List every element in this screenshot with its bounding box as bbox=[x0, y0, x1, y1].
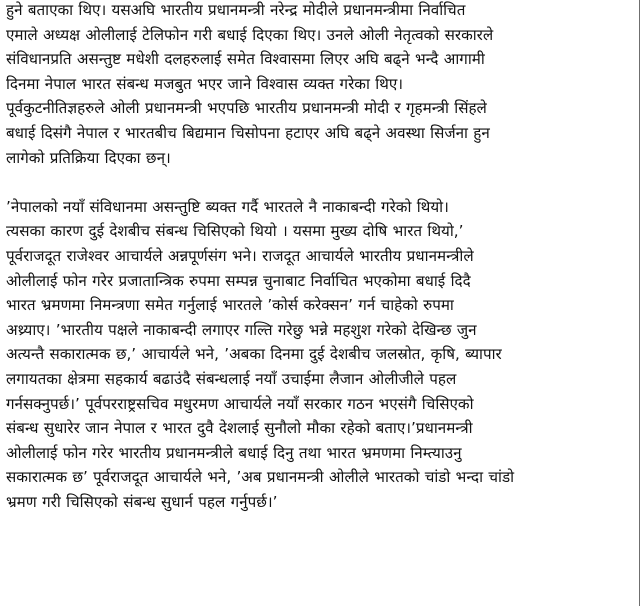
article-line: ओलीलाई फोन गरेर प्रजातान्त्रिक रुपमा सम्पन्न चुनाबाट निर्वाचित भएकोमा बधाई दिदै bbox=[6, 271, 471, 290]
article-line: दिनमा नेपाल भारत संबन्ध मजबुत भएर जाने विश्वास व्यक्त गरेका थिए। bbox=[6, 74, 403, 93]
article-line: अत्यन्तै सकारात्मक छ,’ आचार्यले भने, ’अबका दिनमा दुई देशबीच जलस्रोत, कृषि, ब्यापार bbox=[6, 345, 502, 364]
article-line: पूर्वराजदूत राजेश्वर आचार्यले अन्नपूर्णसंग भने। राजदूत आचार्यले भारतीय प्रधानमन्त्रीले bbox=[6, 246, 474, 265]
paragraph-gap bbox=[6, 170, 631, 195]
article-line: लगायतका क्षेत्रमा सहकार्य बढाउंदै संबन्धलाई नयाँ उचाईमा लैजान ओलीजीले पहल bbox=[6, 369, 457, 388]
article-line: ओलीलाई फोन गरेर भारतीय प्रधानमन्त्रीले बधाई दिनु तथा भारत भ्रमणमा निम्त्याउनु bbox=[6, 443, 462, 462]
article-line: लागेको प्रतिक्रिया दिएका छन्। bbox=[6, 148, 171, 167]
article-line: गर्नसक्नुपर्छ।’ पूर्वपरराष्ट्रसचिव मधुरमण आचार्यले नयाँ सरकार गठन भएसंगै चिसिएको bbox=[6, 394, 474, 413]
article-line: ’नेपालको नयाँ संविधानमा असन्तुष्टि ब्यक्त गर्दै भारतले नै नाकाबन्दी गरेको थियो। bbox=[6, 197, 449, 216]
article-line: अथ्र्याए। ’भारतीय पक्षले नाकाबन्दी लगाएर गल्ति गरेछु भन्ने महशुश गरेको देखिन्छ जुन bbox=[6, 320, 477, 339]
article-line: संविधानप्रति असन्तुष्ट मधेशी दलहरुलाई समेत विश्वासमा लिएर अघि बढ्ने भन्दै आगामी bbox=[6, 50, 485, 69]
article-line: संबन्ध सुधारेर जान नेपाल र भारत दुवै देशलाई सुनौलो मौका रहेको बताए।’प्रधानमन्त्री bbox=[6, 419, 473, 438]
article-line: बधाई दिसंगै नेपाल र भारतबीच बिद्यमान चिसोपना हटाएर अघि बढ्ने अवस्था सिर्जना हुन bbox=[6, 123, 490, 142]
article-line: पूर्वकुटनीतिज्ञहरुले ओली प्रधानमन्त्री भएपछि भारतीय प्रधानमन्त्री मोदी र गृहमन्त्री सिंहले bbox=[6, 99, 487, 118]
article-line: हुने बताएका थिए। यसअघि भारतीय प्रधानमन्त्री नरेन्द्र मोदीले प्रधानमन्त्रीमा निर्वाचित bbox=[6, 1, 466, 19]
article-line: भारत भ्रमणमा निमन्त्रणा समेत गर्नुलाई भारतले ’कोर्स करेक्सन’ गर्न चाहेको रुपमा bbox=[6, 296, 454, 315]
article-line: भ्रमण गरी चिसिएको संबन्ध सुधार्न पहल गर्नुपर्छ।’ bbox=[6, 492, 278, 511]
article-line: त्यसका कारण दुई देशबीच संबन्ध चिसिएको थियो । यसमा मुख्य दोषि भारत थियो,’ bbox=[6, 222, 464, 241]
article-line: एमाले अध्यक्ष ओलीलाई टेलिफोन गरी बधाई दिएका थिए। उनले ओली नेतृत्वको सरकारले bbox=[6, 25, 494, 44]
article-text bbox=[6, 0, 631, 514]
article-line: सकारात्मक छ’ पूर्वराजदूत आचार्यले भने, ’अब प्रधानमन्त्री ओलीले भारतको चांडो भन्दा चांडो bbox=[6, 468, 515, 487]
